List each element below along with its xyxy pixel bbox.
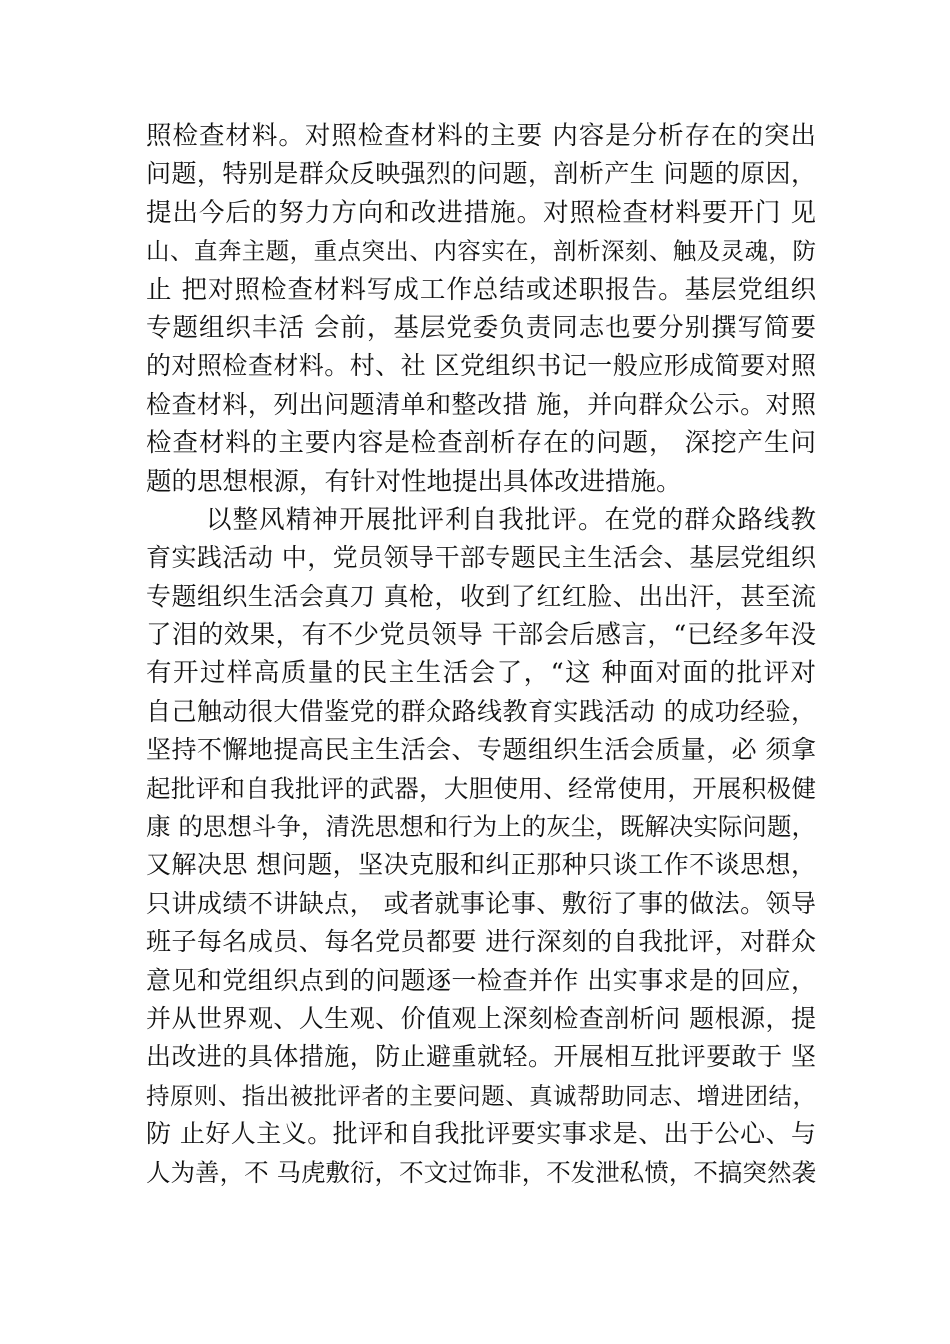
text-line: 人为善，不 马虎敷衍，不文过饰非，不发泄私愤，不搞突然袭 [146,1157,816,1187]
text-line: 提出今后的努力方向和改进措施。对照检查材料要开门 见 [146,197,816,228]
text-line: 检查材料的主要内容是检查剖析存在的问题， 深挖产生问 [146,428,816,459]
text-line: 又解决思 想问题，坚决克服和纠正那种只谈工作不谈思想， [146,850,816,880]
paragraph-2 [146,501,816,1192]
text-line: 出改进的具体措施，防止避重就轻。开展相互批评要敢于 坚 [146,1042,816,1072]
text-line: 并从世界观、人生观、价值观上深刻检查剖析问 题根源，提 [146,1003,816,1033]
text-line: 专题组织生活会真刀 真枪，收到了红红脸、出出汗，甚至流 [146,581,816,611]
text-line: 了泪的效果，有不少党员领导 干部会后感言，“已经多年没 [146,620,816,651]
text-line: 问题，特别是群众反映强烈的问题，剖析产生 问题的原因， [146,159,816,189]
text-line: 山、直奔主题，重点突出、内容实在，剖析深刻、触及灵魂，防 [146,237,816,266]
text-line: 班子每名成员、每名党员都要 进行深刻的自我批评，对群众 [146,927,816,957]
text-line: 的对照检查材料。村、社 区党组织书记一般应形成简要对照 [146,351,816,381]
text-line: 以整风精神开展批评利自我批评。在党的群众路线教 [206,504,816,535]
text-line: 有开过样高质量的民主生活会了，“这 种面对面的批评对 [146,658,816,689]
text-line: 照检查材料。对照检查材料的主要 内容是分析存在的突出 [146,121,816,151]
body-text [146,117,816,1192]
text-line: 只讲成绩不讲缺点， 或者就事论事、敷衍了事的做法。领导 [146,888,816,918]
text-line: 题的思想根源，有针对性地提出具体改进措施。 [146,466,682,497]
text-line: 坚持不懈地提高民主生活会、专题组织生活会质量，必 须拿 [146,735,816,765]
text-line: 自己触动很大借鉴党的群众路线教育实践活动 的成功经验， [146,696,816,726]
text-line: 康 的思想斗争，清洗思想和行为上的灰尘，既解决实际问题， [146,812,816,842]
text-line: 意见和党组织点到的问题逐一检查并作 出实事求是的回应， [146,965,816,995]
text-line: 检查材料，列出问题清单和整改措 施，并向群众公示。对照 [146,389,816,419]
text-line: 防 止好人主义。批评和自我批评要实事求是、出于公心、与 [146,1119,816,1149]
text-line: 起批评和自我批评的武器，大胆使用、经常使用，开展积极健 [146,773,816,803]
text-line: 专题组织丰活 会前，基层党委负责同志也要分别撰写简要 [146,312,816,343]
text-line: 育实践活动 中，党员领导干部专题民主生活会、基层党组织 [146,543,816,573]
text-line: 持原则、指出被批评者的主要问题、真诚帮助同志、增进团结， [146,1081,816,1110]
paragraph-1 [146,117,816,501]
text-line: 止 把对照检查材料写成工作总结或述职报告。基层党组织 [146,274,816,305]
